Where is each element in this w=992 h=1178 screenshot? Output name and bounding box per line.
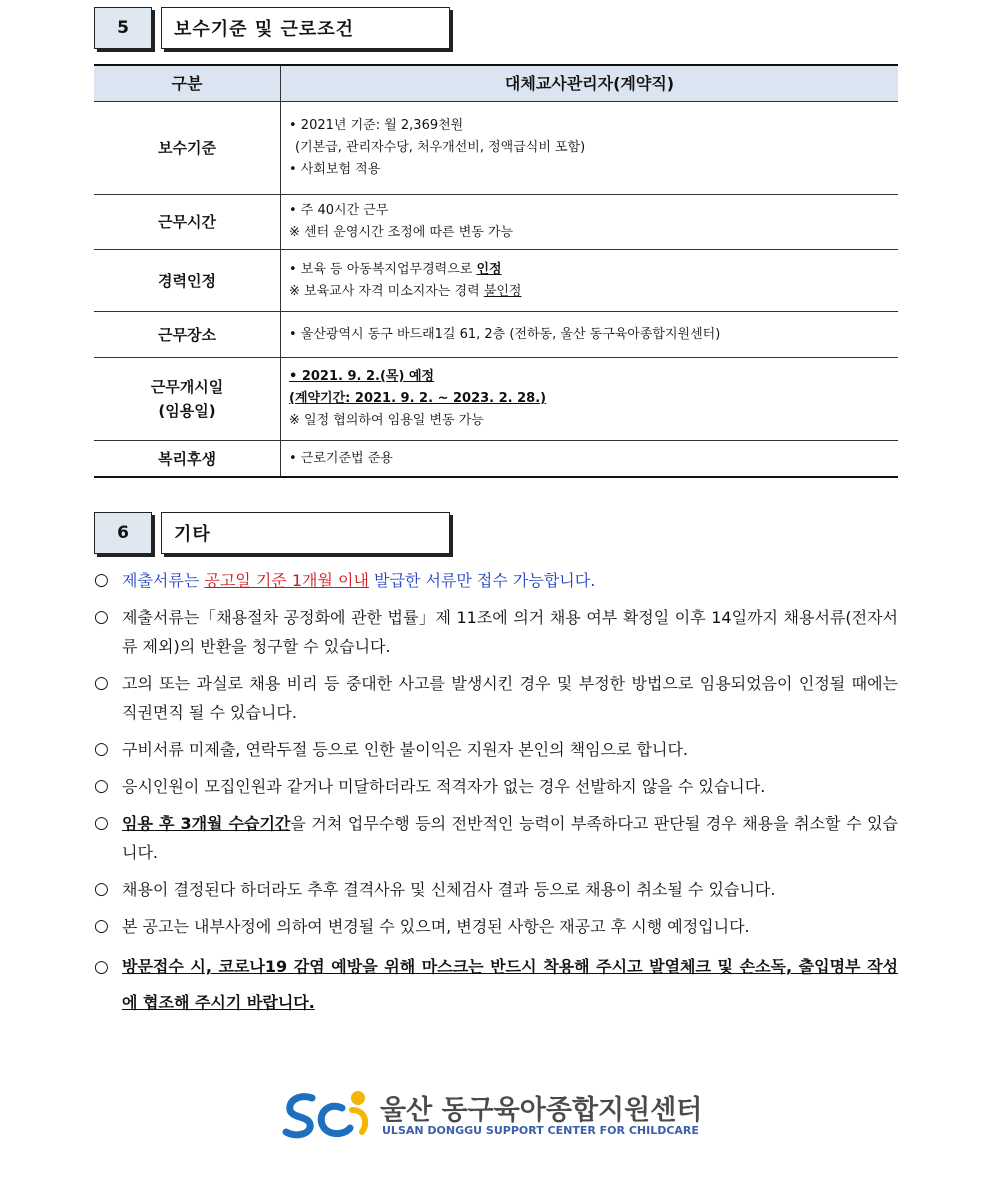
note-item: ○ 채용이 결정된다 하더라도 추후 결격사유 및 신체검사 결과 등으로 채용이 취소될 수 있습니다. (94, 875, 898, 904)
note-item: ○ 제출서류는 공고일 기준 1개월 이내 발급한 서류만 접수 가능합니다. (94, 566, 898, 595)
note-item: ○ 제출서류는「채용절차 공정화에 관한 법률」제 11조에 의거 채용 여부 확정일 이후 14일까지 채용서류(전자서류 제외)의 반환을 청구할 수 있습니다. (94, 603, 898, 661)
table-row-career (94, 250, 898, 312)
note-item: ○ 구비서류 미제출, 연락두절 등으로 인한 불이익은 지원자 본인의 책임으로 합니다. (94, 735, 898, 764)
circle-bullet-icon: ○ (94, 673, 109, 693)
table-row-location (94, 312, 898, 358)
row-line: ※ 일정 협의하여 임용일 변동 가능 (289, 413, 484, 428)
row-line: (기본급, 관리자수당, 처우개선비, 정액급식비 포함) (295, 140, 586, 155)
row-label: 보수기준 (94, 102, 281, 194)
circle-bullet-icon: ○ (94, 916, 109, 936)
row-line: • 울산광역시 동구 바드래1길 61, 2층 (전하동, 울산 동구육아종합지원센터) (289, 326, 721, 342)
row-content (281, 250, 898, 311)
table-header-row (94, 66, 898, 102)
note-item: ○ 본 공고는 내부사정에 의하여 변경될 수 있으며, 변경된 사항은 재공고 후 시행 예정입니다. (94, 912, 898, 941)
row-label: 복리후생 (94, 441, 281, 476)
section-6-number: 6 (94, 512, 152, 554)
row-line: • 보육 등 아동복지업무경력으로 인정 (289, 261, 502, 277)
table-row-start-date (94, 358, 898, 441)
table-header-category: 구분 (94, 66, 281, 101)
center-logo-mark-icon (282, 1088, 374, 1142)
row-content (281, 312, 898, 357)
row-line: ※ 센터 운영시간 조정에 따른 변동 가능 (289, 225, 514, 240)
table-row-welfare (94, 441, 898, 476)
center-logo (282, 1088, 722, 1144)
note-item: ○ 응시인원이 모집인원과 같거나 미달하더라도 적격자가 없는 경우 선발하지 않을 수 있습니다. (94, 772, 898, 801)
section-5-title: 보수기준 및 근로조건 (161, 7, 450, 49)
note-item: ○ 방문접수 시, 코로나19 감염 예방을 위해 마스크는 반드시 착용해 주시고 발열체크 및 손소독, 출입명부 작성에 협조해 주시기 바랍니다. (94, 949, 898, 1021)
circle-bullet-icon: ○ (94, 957, 109, 977)
row-line: ※ 보육교사 자격 미소지자는 경력 불인정 (289, 283, 522, 299)
row-line: • 2021년 기준: 월 2,369천원 (289, 118, 464, 133)
row-content (281, 102, 898, 194)
row-line: (계약기간: 2021. 9. 2. ~ 2023. 2. 28.) (289, 391, 547, 406)
table-header-position: 대체교사관리자(계약직) (504, 73, 675, 93)
center-logo-name-en: ULSAN DONGGU SUPPORT CENTER FOR CHILDCARE (382, 1124, 699, 1137)
circle-bullet-icon: ○ (94, 739, 109, 759)
row-content (281, 441, 898, 476)
circle-bullet-icon: ○ (94, 570, 109, 590)
note-item: ○ 임용 후 3개월 수습기간을 거쳐 업무수행 등의 전반적인 능력이 부족하다고 판단될 경우 채용을 취소할 수 있습니다. (94, 809, 898, 867)
row-content (281, 195, 898, 249)
notes-list (94, 566, 898, 1029)
center-logo-name-ko: 울산 동구육아종합지원센터 (380, 1095, 703, 1126)
conditions-table (94, 64, 898, 478)
section-5-number: 5 (94, 7, 152, 49)
row-label: 근무개시일 (임용일) (94, 358, 281, 440)
row-content (281, 358, 898, 440)
row-line: • 주 40시간 근무 (289, 203, 389, 218)
row-label: 근무시간 (94, 195, 281, 249)
table-row-hours (94, 195, 898, 250)
table-row-salary (94, 102, 898, 195)
section-6-title: 기타 (161, 512, 450, 554)
row-label: 근무장소 (94, 312, 281, 357)
circle-bullet-icon: ○ (94, 813, 109, 833)
row-label: 경력인정 (94, 250, 281, 311)
row-line: • 사회보험 적용 (289, 162, 381, 177)
row-line: • 근로기준법 준용 (289, 450, 393, 466)
circle-bullet-icon: ○ (94, 776, 109, 796)
row-line: • 2021. 9. 2.(목) 예정 (289, 369, 435, 384)
circle-bullet-icon: ○ (94, 607, 109, 627)
circle-bullet-icon: ○ (94, 879, 109, 899)
note-item: ○ 고의 또는 과실로 채용 비리 등 중대한 사고를 발생시킨 경우 및 부정한 방법으로 임용되었음이 인정될 때에는 직권면직 될 수 있습니다. (94, 669, 898, 727)
